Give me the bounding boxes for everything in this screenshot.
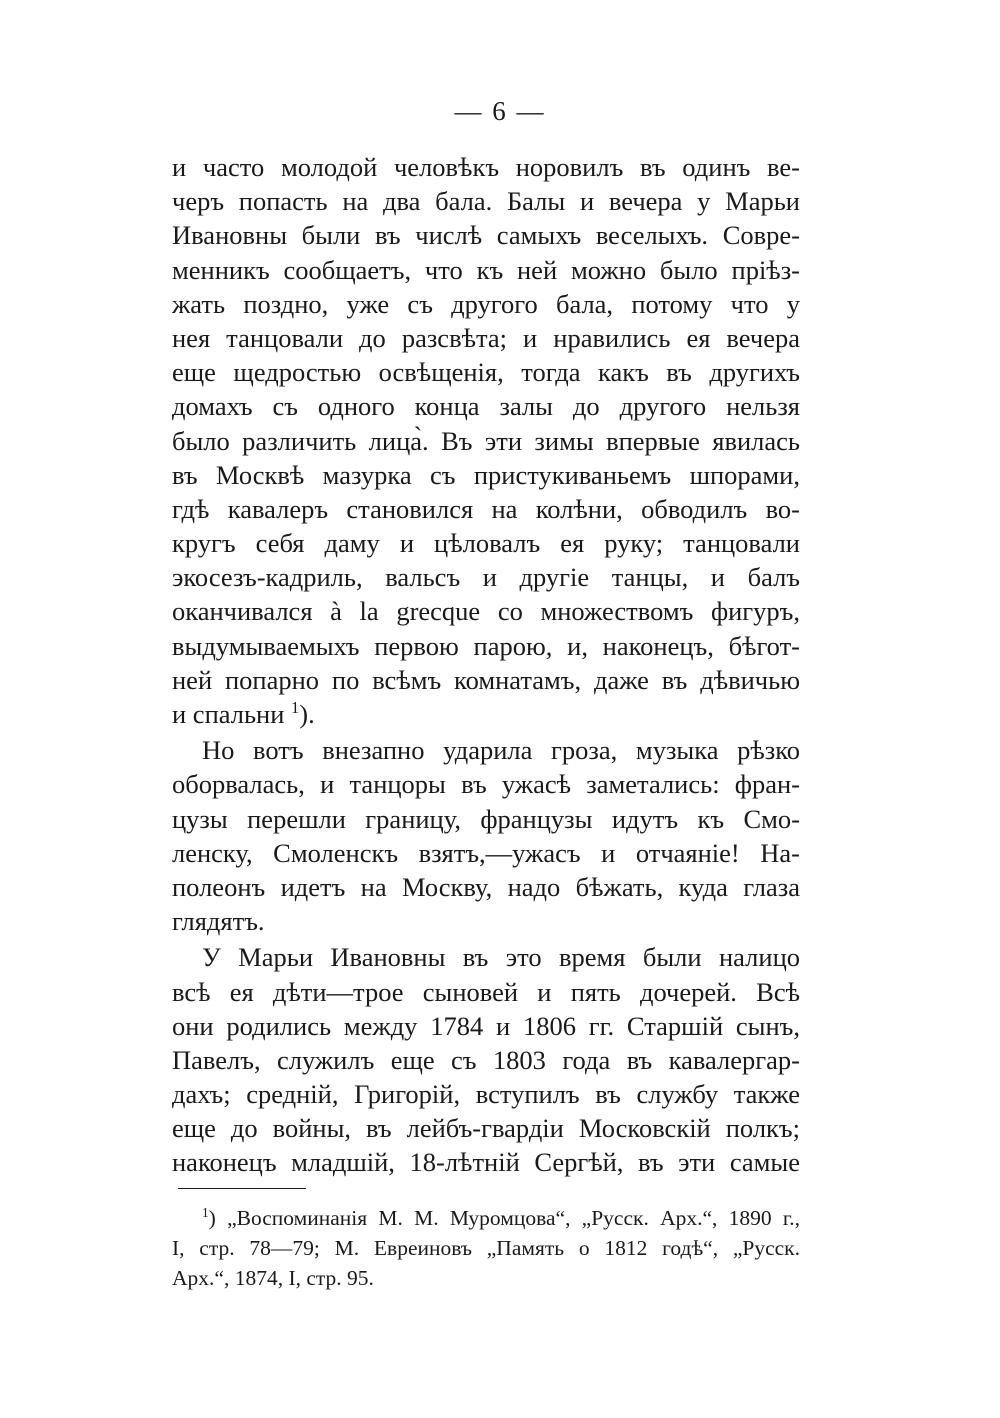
text-line: еще до войны, въ лейбъ-гвардiи Московскiй полкъ; [172, 1113, 800, 1144]
text-line: цузы перешли границу, французы идутъ къ Смо- [172, 803, 800, 834]
text-line: черъ попасть на два бала. Балы и вечера у Марьи [172, 186, 800, 217]
paragraph-2 [172, 733, 800, 938]
text-line [172, 697, 800, 731]
text-line: еще щедростью освѣщенiя, тогда какъ въ другихъ [172, 357, 800, 388]
text-line: оборвалась, и танцоры въ ужасѣ заметались: фран- [172, 769, 800, 800]
text-fragment: ) „Воспоминанiя М. М. Муромцова“, „Русск. Арх.“, 1890 г., [208, 1206, 800, 1230]
text-line: въ Москвѣ мазурка съ пристукиваньемъ шпорами, [172, 459, 800, 490]
text-fragment: и спальни [172, 699, 285, 729]
text-line: ленску, Смоленскъ взятъ,—ужасъ и отчаянiе! На- [172, 837, 800, 868]
text-line: гдѣ кавалеръ становился на колѣни, обводилъ во- [172, 493, 800, 524]
text-line: кругъ себя даму и цѣловалъ ея руку; танцовали [172, 528, 800, 559]
text-line: выдумываемыхъ первою парою, и, наконецъ, бѣгот- [172, 630, 800, 661]
footnote-line: Арх.“, 1874, I, стр. 95. [172, 1266, 374, 1290]
page-number: — 6 — [454, 96, 546, 126]
footnote-line: I, стр. 78—79; М. Евреиновъ „Память о 1812 годѣ“, „Русск. [172, 1236, 800, 1260]
footnote [172, 1203, 800, 1293]
text-line: Павелъ, служилъ еще съ 1803 года въ кавалергар- [172, 1044, 800, 1075]
text-line: У Марьи Ивановны въ это время были налицо [202, 942, 800, 973]
text-line: менникъ сообщаетъ, что къ ней можно было прiѣз- [172, 254, 800, 285]
paragraph-3 [172, 940, 800, 1179]
text-fragment: ). [299, 699, 315, 729]
text-line: оканчивался à la grecque со множествомъ фигуръ, [172, 596, 800, 627]
text-line: жать поздно, уже съ другого бала, потому что у [172, 288, 800, 319]
text-line: ней попарно по всѣмъ комнатамъ, даже въ дѣвичью [172, 664, 800, 695]
text-line: полеонъ идетъ на Москву, надо бѣжать, куда глаза [172, 871, 800, 902]
text-line: экосезъ-кадриль, вальсъ и другiе танцы, и балъ [172, 562, 800, 593]
text-line: наконецъ младшiй, 18-лѣтнiй Сергѣй, въ эти самые [172, 1147, 800, 1178]
footnote-line [172, 1203, 800, 1233]
footnote-marker: 1 [202, 1204, 209, 1220]
text-line: нея танцовали до разсвѣта; и нравились ея вечера [172, 322, 800, 353]
text-line: дахъ; среднiй, Григорiй, вступилъ въ службу также [172, 1079, 800, 1110]
text-line: они родились между 1784 и 1806 гг. Старшiй сынъ, [172, 1010, 800, 1041]
text-line: глядятъ. [172, 906, 265, 937]
text-line: домахъ съ одного конца залы до другого нельзя [172, 391, 800, 422]
text-line: и часто молодой человѣкъ норовилъ въ одинъ ве- [172, 152, 800, 182]
main-text [172, 150, 800, 1180]
text-line: Ивановны были въ числѣ самыхъ веселыхъ. Совре- [172, 220, 800, 251]
text-line: было различить лица̀. Въ эти зимы впервые явилась [172, 425, 800, 456]
text-line: Но вотъ внезапно ударила гроза, музыка рѣзко [202, 735, 800, 766]
text-line: всѣ ея дѣти—трое сыновей и пять дочерей. Всѣ [172, 976, 800, 1007]
footnote-reference: 1 [291, 698, 300, 718]
footnote-divider [178, 1188, 306, 1189]
paragraph-1 [172, 150, 800, 731]
